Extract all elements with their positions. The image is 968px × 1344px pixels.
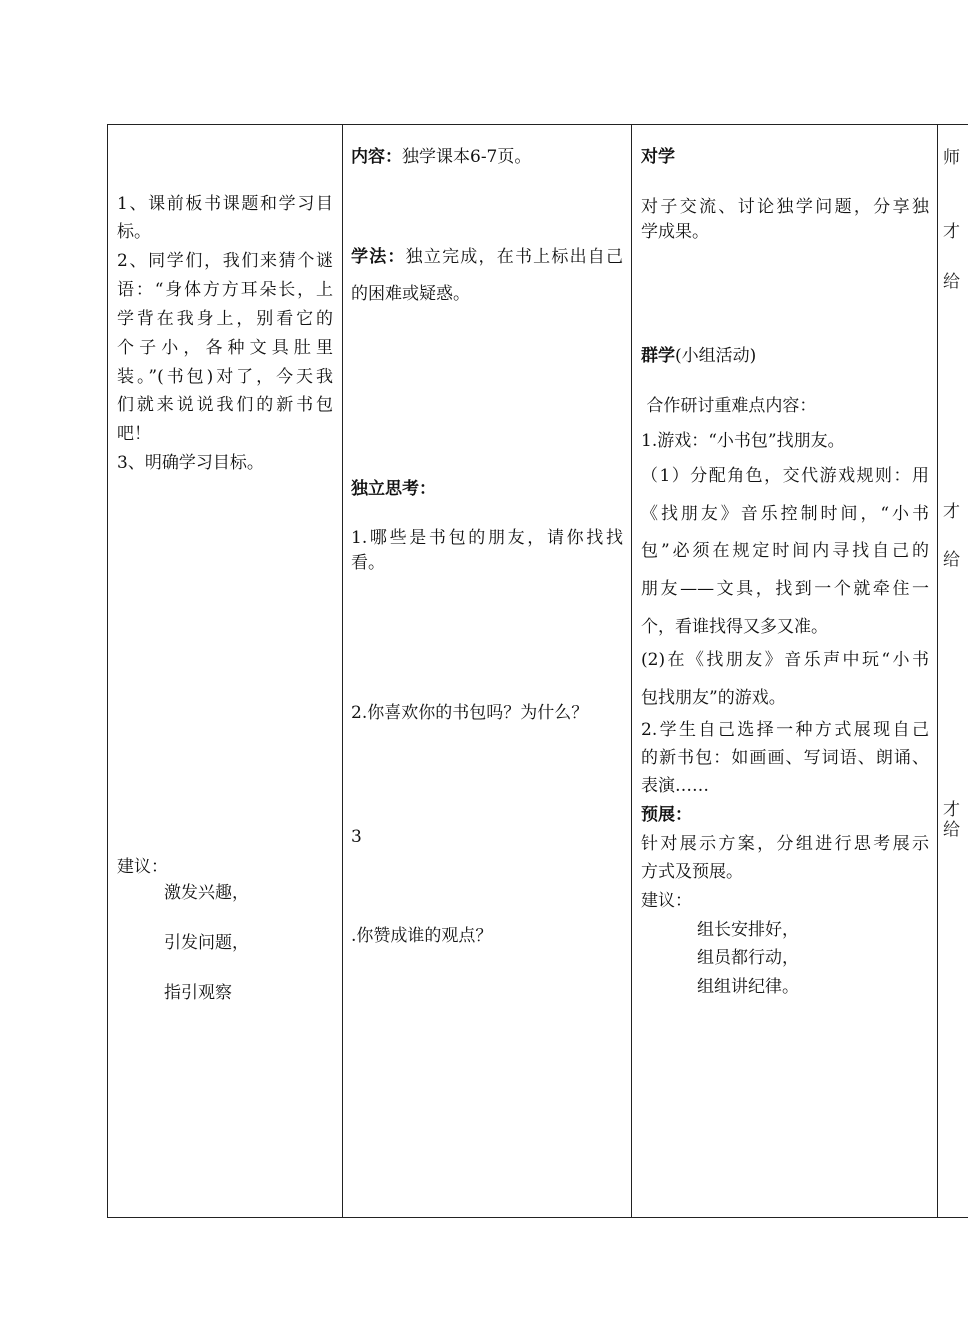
col1-line: 1、课前板书课题和学习目 xyxy=(117,194,333,214)
yuzhan-label: 预展： xyxy=(641,805,692,825)
game-line: 包找朋友”的游戏。 xyxy=(641,688,786,708)
col1-line: 3、明确学习目标。 xyxy=(117,453,264,473)
game-line: 朋友——文具，找到一个就牵住一 xyxy=(641,579,929,599)
duixue-text: 学成果。 xyxy=(641,222,709,242)
question-1: 1.哪些是书包的朋友，请你找找 xyxy=(351,528,623,548)
col1-line: 装。”(书包)对了，今天我 xyxy=(117,367,333,387)
column-divider xyxy=(631,125,632,1217)
question-3-number: 3 xyxy=(351,827,362,847)
method-line: 的困难或疑惑。 xyxy=(351,284,470,304)
column-divider xyxy=(342,125,343,1217)
question-1-cont: 看。 xyxy=(351,553,385,573)
method-label: 学法： xyxy=(351,247,406,267)
game-title: 1.游戏：“小书包”找朋友。 xyxy=(641,431,845,451)
col1-line: 2、同学们，我们来猜个谜 xyxy=(117,251,333,271)
yuzhan-line: 方式及预展。 xyxy=(641,862,743,882)
show-line: 2.学生自己选择一种方式展现自己 xyxy=(641,720,929,740)
clipped-fragment: 才 xyxy=(943,800,960,820)
col3-suggestion: 组长安排好， xyxy=(697,920,799,940)
yuzhan-line: 针对展示方案，分组进行思考展示 xyxy=(641,834,929,854)
col3-suggest-label: 建议： xyxy=(641,891,692,911)
clipped-fragment: 师 xyxy=(943,148,960,168)
question-3: .你赞成谁的观点？ xyxy=(351,926,493,946)
clipped-fragment: 给 xyxy=(943,820,960,840)
col1-line: 吧！ xyxy=(117,424,151,444)
col3-suggestion: 组组讲纪律。 xyxy=(697,977,799,997)
col1-line: 语：“身体方方耳朵长，上 xyxy=(117,280,333,300)
duixue-label: 对学 xyxy=(641,147,675,167)
think-label: 独立思考： xyxy=(351,479,436,499)
col3-suggestion: 组员都行动， xyxy=(697,948,799,968)
qunxue-label: 群学 xyxy=(641,346,675,366)
game-line: (2)在《找朋友》音乐声中玩“小书 xyxy=(641,650,929,670)
coop-line: 合作研讨重难点内容： xyxy=(641,396,817,416)
game-line: 个，看谁找得又多又准。 xyxy=(641,617,828,637)
duixue-text: 对子交流、讨论独学问题，分享独 xyxy=(641,197,929,217)
content-text: 独学课本6-7页。 xyxy=(402,147,532,167)
game-line: （1）分配角色，交代游戏规则：用 xyxy=(641,466,929,486)
col1-suggestion: 引发问题， xyxy=(164,933,249,953)
column-divider xyxy=(937,125,938,1217)
col1-suggest-label: 建议： xyxy=(117,857,168,877)
clipped-fragment: 给 xyxy=(943,272,960,292)
question-2: 2.你喜欢你的书包吗？为什么？ xyxy=(351,703,589,723)
qunxue-line xyxy=(641,342,756,370)
method-text: 独立完成，在书上标出自己 xyxy=(405,247,624,267)
col1-line: 个子小，各种文具肚里 xyxy=(117,338,333,358)
game-line: 包”必须在规定时间内寻找自己的 xyxy=(641,541,929,561)
clipped-fragment: 才 xyxy=(943,502,960,522)
clipped-fragment: 才 xyxy=(943,222,960,242)
col1-line: 学背在我身上，别看它的 xyxy=(117,309,333,329)
method-line xyxy=(351,243,623,271)
col1-suggestion: 指引观察 xyxy=(164,983,232,1003)
show-line: 表演…… xyxy=(641,776,709,796)
show-line: 的新书包：如画画、写词语、朗诵、 xyxy=(641,748,929,768)
col1-line: 标。 xyxy=(117,222,151,242)
content-line xyxy=(351,143,531,171)
clipped-fragment: 给 xyxy=(943,550,960,570)
qunxue-suffix: (小组活动) xyxy=(675,346,757,366)
col1-suggestion: 激发兴趣， xyxy=(164,883,249,903)
content-label: 内容： xyxy=(351,147,402,167)
col1-line: 们就来说说我们的新书包 xyxy=(117,395,333,415)
game-line: 《找朋友》音乐控制时间，“小书 xyxy=(641,504,929,524)
